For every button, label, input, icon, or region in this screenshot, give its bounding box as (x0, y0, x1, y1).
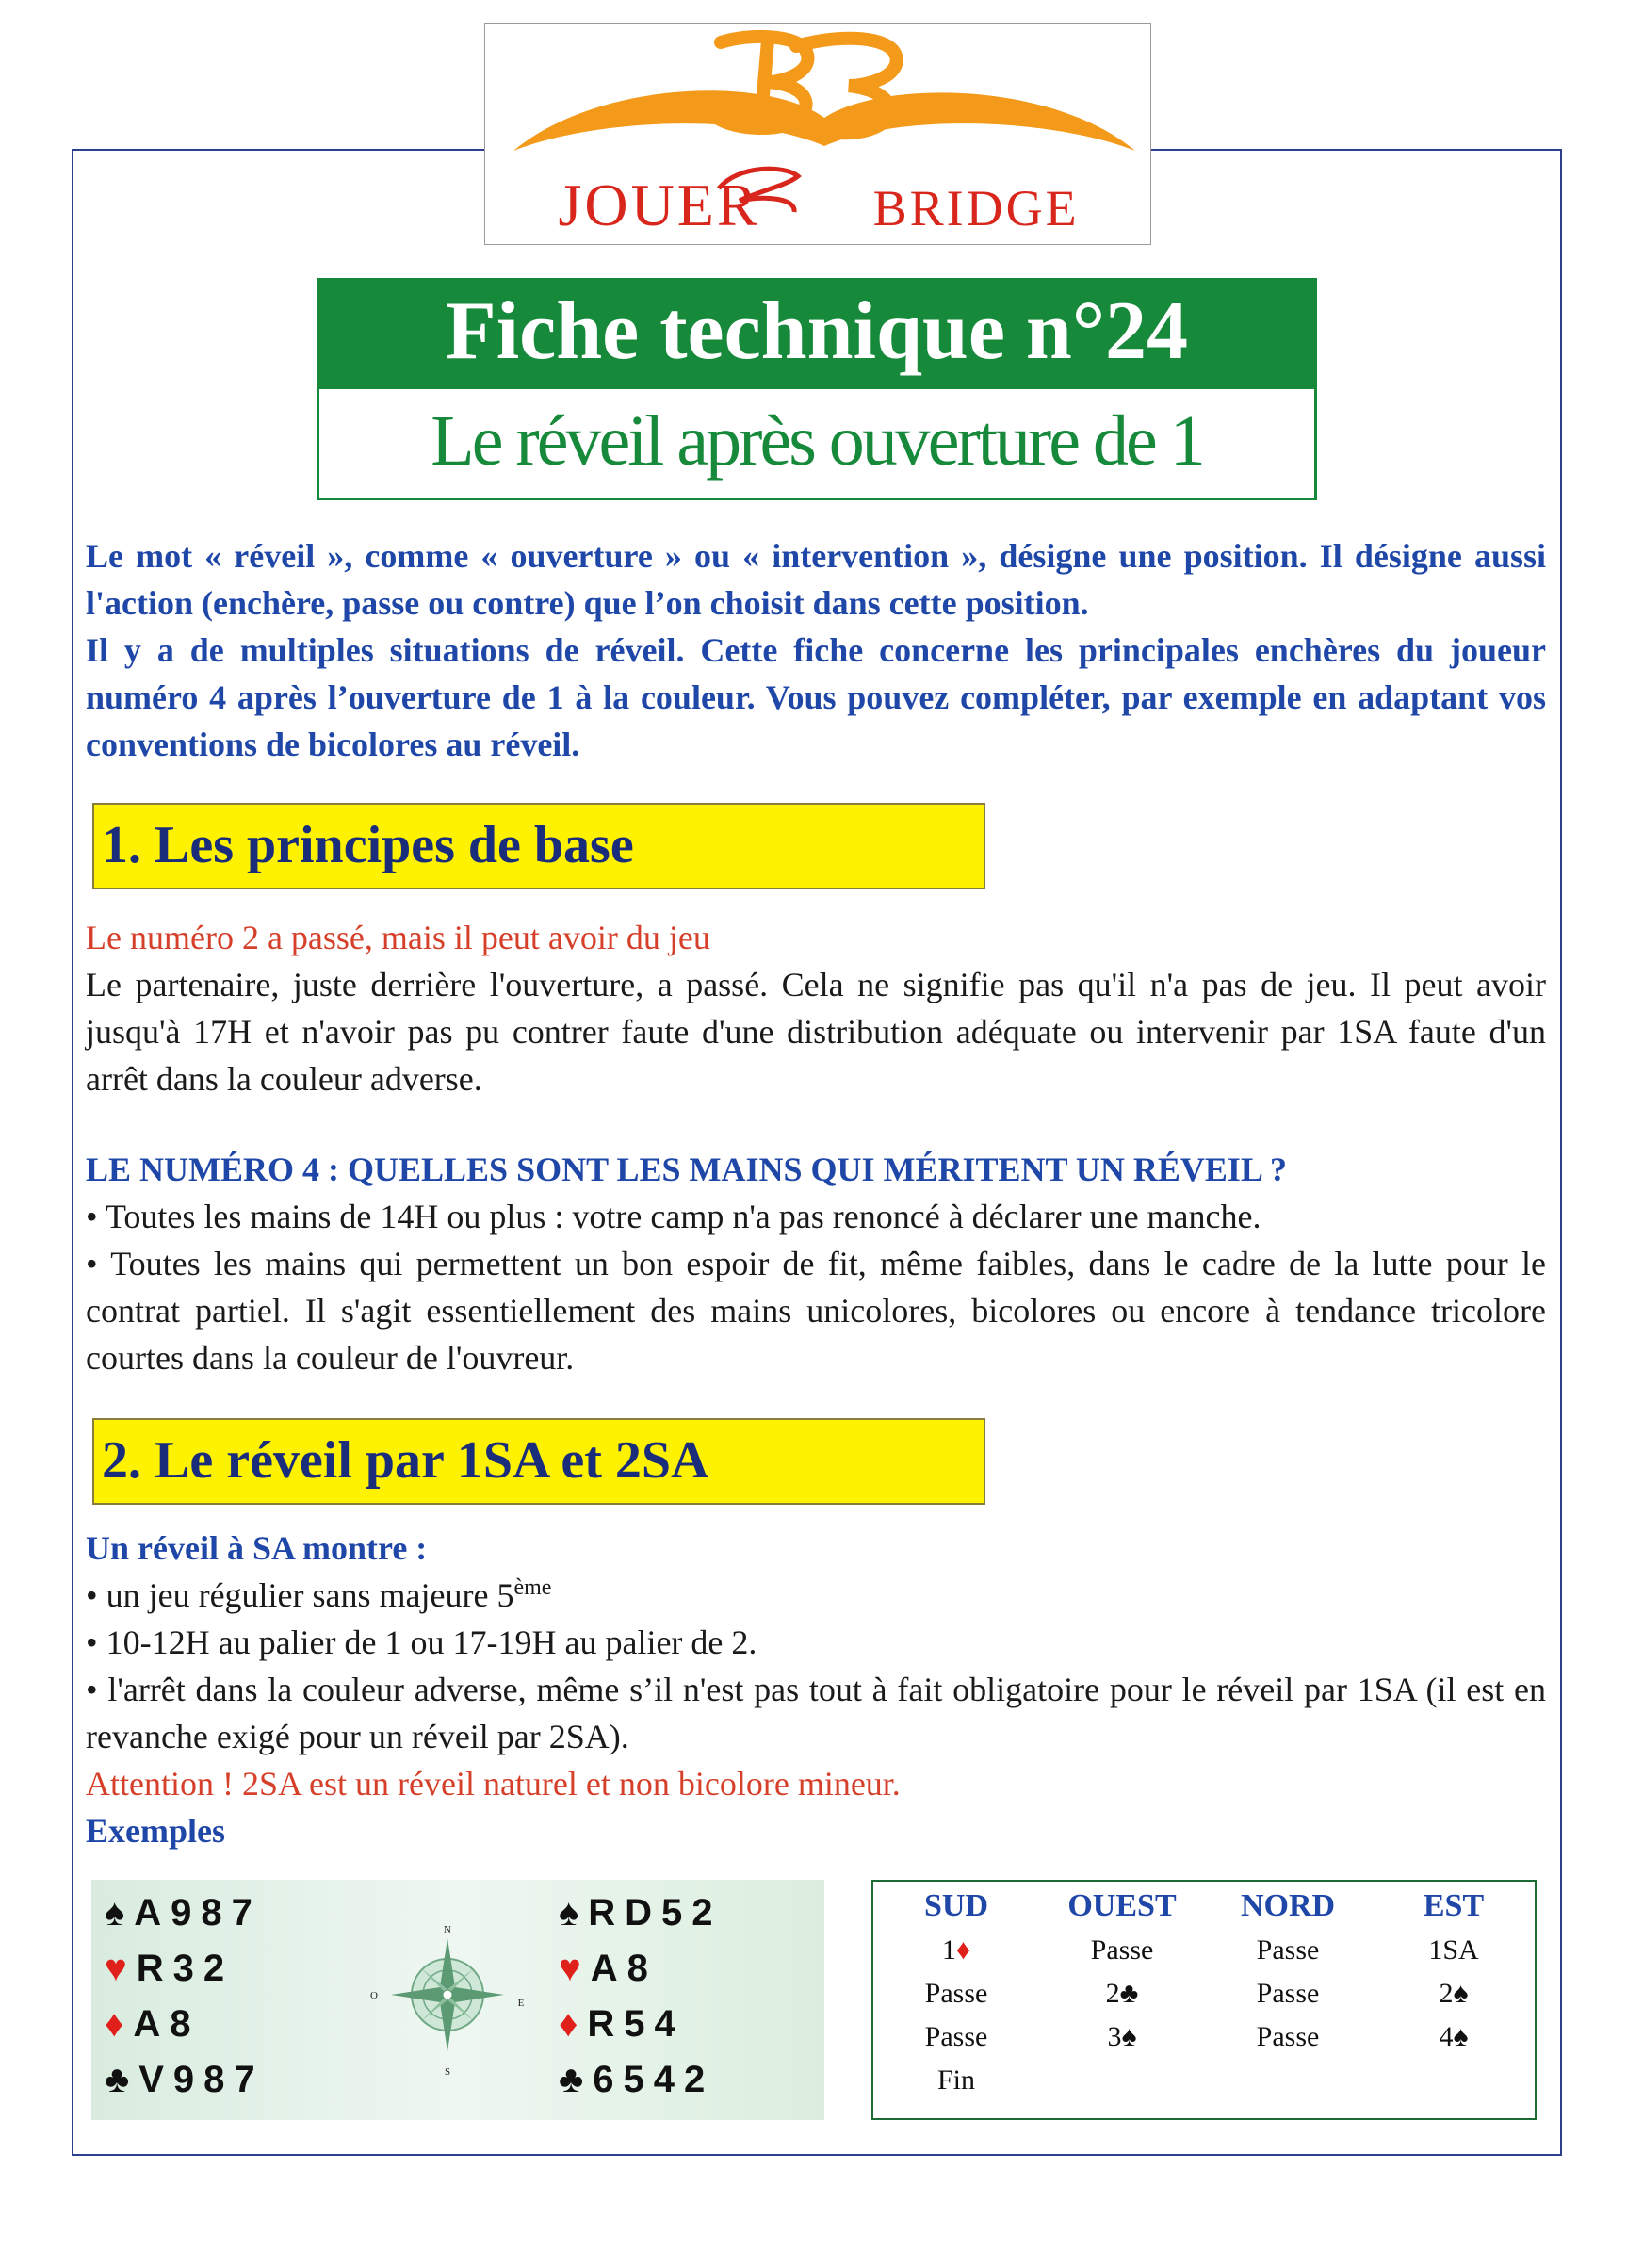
club-icon: ♣ (559, 2059, 594, 2100)
bidding-column-sud (873, 1882, 1039, 2102)
east-clubs-cards: 6542 (593, 2059, 715, 2100)
section-1-subheading: LE NUMÉRO 4 : QUELLES SONT LES MAINS QUI MÉRITENT UN RÉVEIL ? (86, 1150, 1287, 1188)
east-spades-cards: RD52 (588, 1892, 723, 1934)
section-2-examples-label: Exemples (86, 1812, 225, 1850)
section-1-red-line: Le numéro 2 a passé, mais il peut avoir du jeu (86, 919, 710, 956)
logo-word-jouer: JOUER (558, 171, 760, 238)
east-hand (559, 1885, 723, 2108)
compass-east: E (517, 1998, 525, 2009)
bid-cell: 3♠ (1107, 2021, 1137, 2052)
club-icon: ♣ (105, 2059, 139, 2100)
bid-cell: 1SA (1428, 1934, 1479, 1966)
section-1-bullet-1: • Toutes les mains de 14H ou plus : votre camp n'a pas renoncé à déclarer une manche. (86, 1198, 1261, 1235)
bid-cell: 2♠ (1439, 1978, 1469, 2009)
section-2-bullet-3: • l'arrêt dans la couleur adverse, même s’il n'est pas tout à fait obligatoire pour le réveil par 1SA (il est en revanche exigé pour un réveil par 2SA). (86, 1671, 1546, 1755)
section-1-bullet-2: • Toutes les mains qui permettent un bon espoir de fit, même faibles, dans le cadre de la lutte pour le contrat partiel. Il s'agit essentiellement des mains unicolores, bicolores ou encore à tendance tricolore courtes dans la couleur de l'ouvreur. (86, 1245, 1546, 1377)
bidding-header-nord: NORD (1240, 1888, 1336, 1923)
page-subtitle: Le réveil après ouverture de 1 (317, 389, 1317, 500)
heart-icon: ♥ (559, 1948, 591, 1989)
spade-icon: ♠ (559, 1892, 589, 1934)
logo-word-bridge: BRIDGE (872, 180, 1080, 237)
intro-line-2: Il y a de multiples situations de réveil. Cette fiche concerne les principales enchères du joueur numéro 4 après l’ouverture de 1 à la couleur. Vous pouvez compléter, par exemple en adaptant vos conventions de bicolores au réveil. (86, 631, 1546, 763)
section-1-body (86, 914, 1546, 1102)
bid-cell: Passe (1256, 2021, 1320, 2052)
bidding-column-ouest (1039, 1882, 1205, 2059)
section-2-bullet-1 (86, 1572, 1546, 1619)
bidding-column-est (1371, 1882, 1537, 2059)
east-clubs (559, 2052, 723, 2108)
section-2-body (86, 1525, 1546, 1854)
logo (484, 23, 1151, 245)
east-diamonds (559, 1997, 723, 2052)
section-1-paragraph: Le partenaire, juste derrière l'ouverture, a passé. Cela ne signifie pas qu'il n'a pas de jeu. Il peut avoir jusqu'à 17H et n'avoir pas pu contrer faute d'une distribution adéquate ou intervenir par 1SA faute d'un arrêt dans la couleur adverse. (86, 966, 1546, 1098)
bid-cell: Passe (1256, 1978, 1320, 2009)
bid-cell: 4♠ (1439, 2021, 1469, 2052)
bidding-column-nord (1205, 1882, 1371, 2059)
bidding-table (871, 1880, 1537, 2120)
west-clubs-cards: V987 (138, 2059, 265, 2100)
bid-cell: Passe (1090, 1934, 1154, 1966)
bid-cell: Passe (1256, 1934, 1320, 1966)
compass-north: N (444, 1924, 451, 1935)
east-hearts-cards: A8 (590, 1948, 658, 1989)
east-hearts (559, 1941, 723, 1997)
logo-wordmark (485, 171, 1152, 240)
title-banner (317, 278, 1317, 500)
west-diamonds-cards: A8 (133, 2003, 201, 2045)
section-1-criteria (86, 1146, 1546, 1381)
bid-cell: 1♦ (941, 1934, 971, 1966)
heart-icon: ♥ (105, 1948, 137, 1989)
spade-icon: ♠ (105, 1892, 135, 1934)
bid-cell: Passe (924, 2021, 988, 2052)
hands-diagram (91, 1880, 824, 2120)
section-2-bullet-2: • 10-12H au palier de 1 ou 17-19H au palier de 2. (86, 1623, 757, 1661)
bidding-header-ouest: OUEST (1067, 1888, 1177, 1923)
section-2-bullet-1-text: • un jeu régulier sans majeure 5 (86, 1576, 514, 1614)
east-diamonds-cards: R54 (587, 2003, 685, 2045)
compass-west: O (370, 1990, 378, 2001)
west-hearts-cards: R32 (136, 1948, 235, 1989)
east-spades (559, 1885, 723, 1941)
intro-paragraph (86, 532, 1546, 768)
bid-cell: Fin (936, 2064, 976, 2096)
diamond-icon: ♦ (105, 2003, 134, 2045)
section-2-attention: Attention ! 2SA est un réveil naturel et non bicolore mineur. (86, 1765, 901, 1803)
page-title: Fiche technique n°24 (317, 278, 1317, 389)
intro-line-1: Le mot « réveil », comme « ouverture » ou « intervention », désigne une position. Il désigne aussi l'action (enchère, passe ou contre) que l’on choisit dans cette position. (86, 537, 1546, 622)
compass-south: S (444, 2066, 451, 2078)
bid-cell: Passe (924, 1978, 988, 2009)
diamond-icon: ♦ (559, 2003, 588, 2045)
section-heading-1: 1. Les principes de base (92, 803, 985, 889)
west-spades-cards: A987 (134, 1892, 262, 1934)
section-heading-2: 2. Le réveil par 1SA et 2SA (92, 1418, 985, 1505)
section-2-bullet-1-sup: ème (513, 1575, 552, 1600)
bidding-header-sud: SUD (923, 1888, 989, 1923)
bidding-header-est: EST (1423, 1888, 1485, 1923)
bid-cell: 2♣ (1105, 1978, 1139, 2009)
section-2-subheading: Un réveil à SA montre : (86, 1529, 428, 1567)
